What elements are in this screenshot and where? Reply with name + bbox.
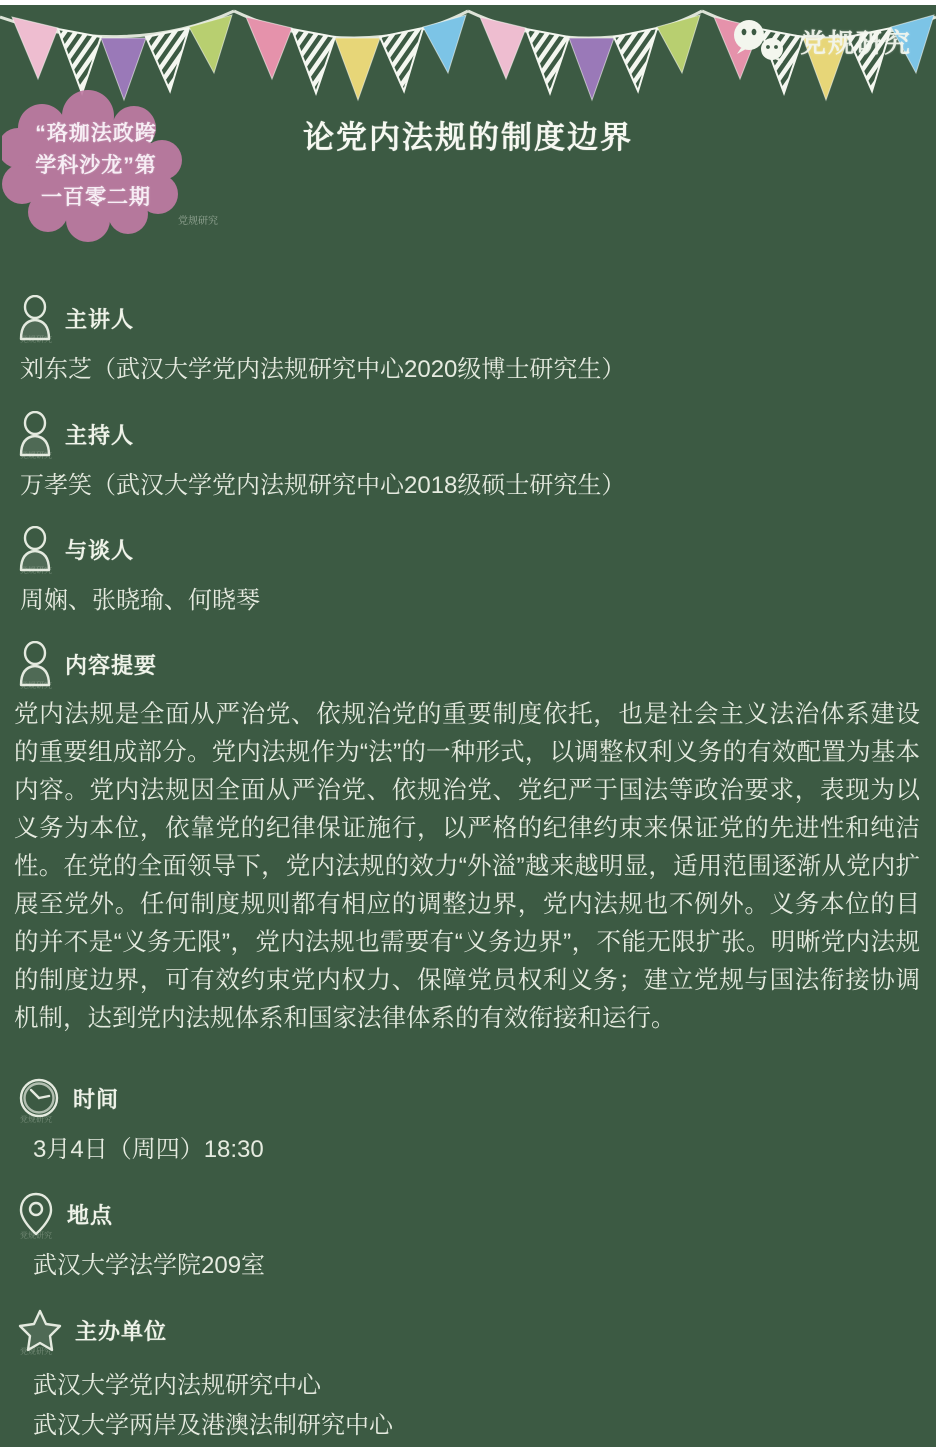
section-label: 地点	[67, 1202, 114, 1228]
section-label: 与谈人	[65, 537, 135, 563]
section-label: 时间	[73, 1086, 120, 1112]
icon-watermark: 党规研究	[20, 335, 52, 344]
page-title: 论党内法规的制度边界	[303, 120, 633, 155]
host-name: 万孝笑（武汉大学党内法规研究中心2018级硕士研究生）	[20, 472, 626, 499]
section-speaker	[0, 294, 936, 388]
organizer-name: 武汉大学党内法规研究中心	[33, 1372, 321, 1399]
section-location	[0, 1190, 936, 1284]
section-time	[0, 1074, 936, 1168]
section-label: 主持人	[65, 422, 135, 448]
clock-icon	[18, 1077, 60, 1119]
location-value: 武汉大学法学院209室	[33, 1252, 266, 1279]
badge-line: 学科沙龙”第	[35, 154, 157, 177]
icon-watermark: 党规研究	[20, 1347, 52, 1356]
icon-watermark: 党规研究	[20, 1231, 52, 1240]
section-host	[0, 410, 936, 504]
badge-watermark: 党规研究	[178, 216, 218, 227]
brand-name: 党规研究	[799, 27, 912, 58]
section-abstract	[0, 640, 936, 1038]
icon-watermark: 党规研究	[20, 681, 52, 690]
organizer-name: 武汉大学两岸及港澳法制研究中心	[33, 1412, 393, 1439]
section-label: 主讲人	[65, 306, 135, 332]
icon-watermark: 党规研究	[20, 566, 52, 575]
badge-line: 一百零二期	[41, 186, 151, 209]
abstract-text: 党内法规是全面从严治党、依规治党的重要制度依托，也是社会主义法治体系建设的重要组成部分。党内法规作为“法”的一种形式，以调整权利义务的有效配置为基本内容。党内法规因全面从严治党、依规治党、党纪严于国法等政治要求，表现为以义务为本位，依靠党的纪律保证施行，以严格的纪律约束来保证党的先进性和纯洁性。在党的全面领导下，党内法规的效力“外溢”越来越明显，适用范围逐渐从党内扩展至党外。任何制度规则都有相应的调整边界，党内法规也不例外。义务本位的目的并不是“义务无限”，党内法规也需要有“义务边界”，不能无限扩张。明晰党内法规的制度边界，可有效约束党内权力、保障党员权利义务；建立党规与国法衔接协调机制，达到党内法规体系和国家法律体系的有效衔接和运行。	[14, 701, 920, 1032]
badge-line: “珞珈法政跨	[35, 122, 157, 145]
time-value: 3月4日（周四）18:30	[33, 1136, 264, 1163]
session-badge	[2, 86, 218, 242]
section-label: 内容提要	[65, 652, 158, 678]
icon-watermark: 党规研究	[20, 451, 52, 460]
section-organizers	[0, 1306, 936, 1446]
discussant-names: 周娴、张晓瑜、何晓琴	[20, 587, 260, 614]
section-label: 主办单位	[75, 1318, 168, 1344]
speaker-name: 刘东芝（武汉大学党内法规研究中心2020级博士研究生）	[20, 356, 626, 383]
brand-logo	[727, 18, 912, 64]
icon-watermark: 党规研究	[20, 1115, 52, 1124]
wechat-bubbles-icon	[727, 18, 791, 64]
section-discussants	[0, 525, 936, 619]
